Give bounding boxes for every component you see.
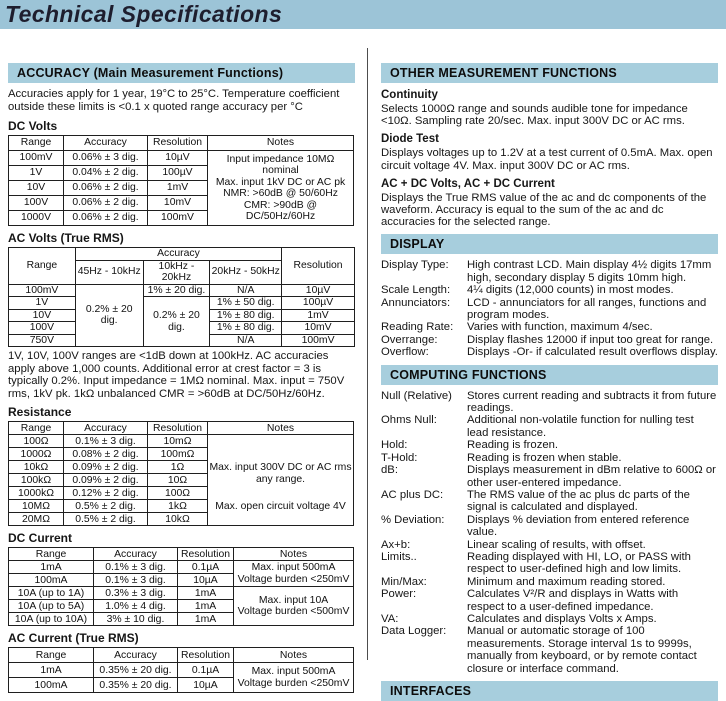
column-header: Accuracy [94, 648, 178, 663]
definition-value: Varies with function, maximum 4/sec. [467, 321, 653, 334]
table-header-row [9, 548, 354, 561]
section-header-display: DISPLAY [381, 234, 718, 254]
page-title: Technical Specifications [5, 1, 283, 27]
table-header-row [9, 248, 355, 261]
section-header-interfaces: INTERFACES [381, 681, 718, 701]
column-header: Resolution [282, 248, 355, 285]
table-cell: 100µV [282, 297, 355, 310]
table-cell: 100mV [148, 211, 208, 226]
column-header: Range [9, 136, 64, 151]
table-cell: 1% ± 20 dig. [143, 284, 210, 297]
table-cell: 0.1% ± 3 dig. [94, 574, 178, 587]
note-line: NMR: >60dB @ 50/60Hz [223, 188, 338, 199]
table-cell: 100mV [9, 284, 76, 297]
definition-label: Min/Max: [381, 575, 427, 588]
column-header: Notes [234, 548, 354, 561]
definition-value: Stores current reading and subtracts it from future readings. [467, 389, 717, 415]
display-definitions [381, 259, 718, 358]
table-cell: 10µV [148, 151, 208, 166]
table-cell: 1Ω [148, 461, 208, 474]
table-cell: 100mA [9, 574, 94, 587]
section-header-computing: COMPUTING FUNCTIONS [381, 365, 718, 385]
column-header: Range [9, 648, 94, 663]
definition-label: T-Hold: [381, 451, 418, 464]
definition-row [381, 588, 718, 613]
table-cell: 0.09% ± 2 dig. [64, 474, 148, 487]
table-cell: 0.2% ± 20 dig. [75, 284, 143, 347]
table-cell: 10Ω [148, 474, 208, 487]
ac-dc-text: Displays the True RMS value of the ac and dc components of the waveform. Accuracy is equal to the sum of the ac and dc accuracies for the selected range. [381, 191, 707, 229]
definition-value: High contrast LCD. Main display 4½ digits 17mm high, secondary display 5 digits 10mm high. [467, 259, 712, 284]
column-header: Accuracy [75, 248, 281, 261]
table-cell: 10mΩ [148, 435, 208, 448]
column-header: Resolution [178, 648, 234, 663]
table-cell: 1mA [9, 663, 94, 678]
definition-value: Minimum and maximum reading stored. [467, 575, 666, 588]
table-cell: 10MΩ [9, 500, 64, 513]
table-cell: 100V [9, 196, 64, 211]
table-cell: 100µV [148, 166, 208, 181]
column-header: Notes [234, 648, 354, 663]
table-cell: 0.5% ± 2 dig. [64, 500, 148, 513]
table-cell: 1.0% ± 4 dig. [94, 600, 178, 613]
definition-value: Reading displayed with HI, LO, or PASS with respect to user-defined high and low limits. [467, 550, 691, 576]
table-cell: 100mA [9, 678, 94, 693]
table-cell: 100mV [9, 151, 64, 166]
ac-current-table [8, 647, 354, 693]
table-cell: N/A [210, 334, 282, 347]
definition-value: Manual or automatic storage of 100 measurements. Storage interval 1s to 9999s, manually from keyboard, or by remote contact closure or interface command. [467, 625, 697, 675]
definition-value: Displays -Or- if calculated result overflows display. [467, 346, 718, 359]
column-subheader: 20kHz - 50kHz [210, 260, 282, 284]
column-header: Resolution [148, 422, 208, 435]
definition-label: Display Type: [381, 259, 449, 272]
table-cell: 10mV [148, 196, 208, 211]
section-header-accuracy: ACCURACY (Main Measurement Functions) [8, 63, 355, 83]
note-line: Max. input 10A [258, 594, 329, 606]
table-cell: 0.1µA [178, 561, 234, 574]
definition-row [381, 551, 718, 576]
column-header: Range [9, 422, 64, 435]
definition-value: Displays % deviation from entered reference value. [467, 513, 690, 539]
table-cell: 1mV [282, 309, 355, 322]
definition-label: Limits.. [381, 550, 417, 563]
table-cell: 0.2% ± 20 dig. [143, 297, 210, 347]
table-cell: 0.06% ± 2 dig. [64, 181, 148, 196]
definition-row [381, 346, 718, 358]
definition-value: Displays measurement in dBm relative to 600Ω or other user-entered impedance. [467, 464, 716, 489]
table-row [9, 435, 354, 448]
definition-label: Reading Rate: [381, 321, 454, 334]
table-cell: 0.35% ± 20 dig. [94, 678, 178, 693]
table-cell: 10µA [178, 574, 234, 587]
table-cell: 0.06% ± 3 dig. [64, 151, 148, 166]
definition-value: 4¼ digits (12,000 counts) in most modes. [467, 284, 674, 297]
column-header: Notes [208, 422, 354, 435]
definition-label: Ax+b: [381, 538, 411, 551]
table-cell: 100mΩ [148, 448, 208, 461]
definition-row [381, 464, 718, 489]
table-header-row [9, 136, 354, 151]
right-column [381, 63, 718, 701]
ac-volts-footnote: 1V, 10V, 100V ranges are <1dB down at 100kHz. AC accuracies apply above 1,000 counts. Additional error at crest factor = 3 is typically 0.2%. Input impedance = 1MΩ nominal. Max. input = 750V rms, 1kV pk. 1kΩ unbalanced CMR = >60dB at DC/50Hz/60Hz. [8, 350, 345, 400]
definition-label: dB: [381, 464, 398, 477]
table-cell: 10mV [282, 322, 355, 335]
table-cell: 10V [9, 181, 64, 196]
definition-row [381, 259, 718, 284]
definition-label: Overflow: [381, 346, 429, 359]
table-cell: 750V [9, 334, 76, 347]
definition-label: Overrange: [381, 333, 438, 346]
table-cell: 1V [9, 297, 76, 310]
diode-test-text: Displays voltages up to 1.2V at a test current of 0.5mA. Max. open circuit voltage 4V. Max. input 300V DC or AC rms. [381, 147, 713, 172]
table-cell: 1V [9, 166, 64, 181]
table-cell: 1000Ω [9, 448, 64, 461]
definition-row [381, 284, 718, 296]
note-line: CMR: >90dB @ DC/50Hz/60Hz [243, 199, 318, 222]
table-cell: 0.06% ± 2 dig. [64, 196, 148, 211]
resistance-heading: Resistance [8, 405, 72, 420]
table-cell: 10µV [282, 284, 355, 297]
definition-row [381, 414, 718, 439]
column-header: Resolution [148, 136, 208, 151]
definition-label: Scale Length: [381, 284, 451, 297]
table-row [9, 284, 355, 297]
dc-current-table [8, 547, 354, 626]
column-divider [367, 48, 368, 660]
table-cell: 10µA [178, 678, 234, 693]
definition-value: Calculates and displays Volts x Amps. [467, 612, 657, 625]
resistance-table [8, 421, 354, 526]
table-header-row [9, 422, 354, 435]
table-cell: 0.35% ± 20 dig. [94, 663, 178, 678]
continuity-text: Selects 1000Ω range and sounds audible tone for impedance <10Ω. Sampling rate 20/sec. Max. input 300V DC or AC rms. [381, 103, 688, 128]
definition-row [381, 390, 718, 415]
table-cell: 0.06% ± 2 dig. [64, 211, 148, 226]
dc-volts-heading: DC Volts [8, 119, 58, 133]
table-cell: 1% ± 80 dig. [210, 309, 282, 322]
table-cell: 1mA [178, 600, 234, 613]
definition-value: The RMS value of the ac plus dc parts of the signal is calculated and displayed. [467, 488, 690, 514]
definition-row [381, 452, 718, 464]
table-cell: 0.1µA [178, 663, 234, 678]
table-cell: 10A (up to 5A) [9, 600, 94, 613]
dc-volts-table [8, 135, 354, 226]
table-cell: 1mV [148, 181, 208, 196]
table-cell: 0.1% ± 3 dig. [64, 435, 148, 448]
table-cell: 1mA [178, 613, 234, 626]
table-header-row [9, 648, 354, 663]
definition-row [381, 489, 718, 514]
column-subheader: 10kHz - 20kHz [143, 260, 210, 284]
table-cell: 1000V [9, 211, 64, 226]
definition-label: AC plus DC: [381, 488, 444, 501]
notes-cell [234, 561, 354, 587]
definition-label: Null (Relative) [381, 389, 452, 402]
table-cell: 0.3% ± 3 dig. [94, 587, 178, 600]
definition-row [381, 321, 718, 333]
table-cell: 10A (up to 1A) [9, 587, 94, 600]
definition-row [381, 334, 718, 346]
definition-value: Calculates V²/R and displays in Watts with respect to a user-defined impedance. [467, 588, 679, 613]
table-row [9, 151, 354, 166]
table-cell: 100Ω [148, 487, 208, 500]
definition-label: Hold: [381, 439, 408, 452]
table-cell: 0.04% ± 2 dig. [64, 166, 148, 181]
note-line: Max. input 500mA [251, 562, 336, 574]
notes-cell [208, 151, 354, 226]
table-cell: N/A [210, 284, 282, 297]
definition-row [381, 514, 718, 539]
definition-value: Linear scaling of results, with offset. [467, 538, 646, 551]
left-column [8, 63, 355, 693]
definition-value: Additional non-volatile function for nulling test lead resistance. [467, 414, 694, 439]
table-cell: 100Ω [9, 435, 64, 448]
definition-label: VA: [381, 612, 399, 625]
table-cell: 1000kΩ [9, 487, 64, 500]
table-cell: 100mV [282, 334, 355, 347]
note-line: Voltage burden <500mV [237, 606, 350, 618]
note-line: Voltage burden <250mV [237, 677, 350, 689]
column-header: Range [9, 248, 76, 285]
notes-cell [208, 435, 354, 526]
table-cell: 0.5% ± 2 dig. [64, 513, 148, 526]
note-line: Max. input 1kV DC or AC pk [215, 176, 346, 188]
definition-value: Reading is frozen. [467, 439, 559, 452]
table-cell: 0.12% ± 2 dig. [64, 487, 148, 500]
column-header: Notes [208, 136, 354, 151]
definition-row [381, 539, 718, 551]
column-header: Resolution [178, 548, 234, 561]
column-header: Accuracy [94, 548, 178, 561]
note-line: Max. open circuit voltage 4V [215, 501, 346, 513]
table-row [9, 297, 355, 310]
notes-cell [234, 663, 354, 693]
definition-value: LCD - annunciators for all ranges, functions and program modes. [467, 296, 707, 322]
definition-row [381, 576, 718, 588]
note-line: Input impedance 10MΩ nominal [226, 153, 335, 176]
column-header: Accuracy [64, 422, 148, 435]
definition-row [381, 439, 718, 451]
continuity-heading: Continuity [381, 89, 438, 101]
table-cell: 1mA [9, 561, 94, 574]
column-header: Accuracy [64, 136, 148, 151]
definition-value: Reading is frozen when stable. [467, 451, 622, 464]
table-cell: 10kΩ [9, 461, 64, 474]
table-cell: 3% ± 10 dig. [94, 613, 178, 626]
computing-definitions [381, 390, 718, 675]
note-line: Max. input 500mA [251, 666, 336, 678]
dc-current-heading: DC Current [8, 531, 73, 546]
table-row [9, 561, 354, 574]
column-header: Range [9, 548, 94, 561]
definition-row [381, 297, 718, 322]
diode-test-heading: Diode Test [381, 133, 439, 146]
table-cell: 10kΩ [148, 513, 208, 526]
ac-volts-heading: AC Volts (True RMS) [8, 231, 124, 245]
definition-row [381, 625, 718, 675]
table-row [9, 663, 354, 678]
table-cell: 100kΩ [9, 474, 64, 487]
table-cell: 1% ± 50 dig. [210, 297, 282, 310]
table-cell: 100V [9, 322, 76, 335]
table-cell: 10V [9, 309, 76, 322]
table-cell: 0.08% ± 2 dig. [64, 448, 148, 461]
definition-value: Display flashes 12000 if input too great for range. [467, 333, 714, 346]
section-header-other-functions: OTHER MEASUREMENT FUNCTIONS [381, 63, 718, 83]
notes-cell [234, 587, 354, 626]
ac-current-heading: AC Current (True RMS) [8, 631, 139, 646]
accuracy-intro-text: Accuracies apply for 1 year, 19°C to 25°C. Temperature coefficient outside these limits is <0.1 x quoted range accuracy per °C [8, 88, 340, 113]
table-cell: 1mA [178, 587, 234, 600]
table-cell: 20MΩ [9, 513, 64, 526]
note-line: Voltage burden <250mV [237, 573, 350, 585]
column-subheader: 45Hz - 10kHz [75, 260, 143, 284]
ac-dc-heading: AC + DC Volts, AC + DC Current [381, 177, 555, 190]
page-title-bar [0, 0, 726, 29]
definition-label: Ohms Null: [381, 414, 437, 427]
definition-row [381, 613, 718, 625]
table-cell: 1kΩ [148, 500, 208, 513]
definition-label: % Deviation: [381, 513, 445, 526]
ac-volts-table [8, 247, 355, 347]
table-cell: 1% ± 80 dig. [210, 322, 282, 335]
table-cell: 0.09% ± 2 dig. [64, 461, 148, 474]
table-cell: 10A (up to 10A) [9, 613, 94, 626]
table-cell: 0.1% ± 3 dig. [94, 561, 178, 574]
definition-label: Data Logger: [381, 625, 447, 638]
definition-label: Power: [381, 588, 417, 601]
note-line: Max. input 300V DC or AC rms any range. [209, 462, 352, 485]
table-row [9, 587, 354, 600]
definition-label: Annunciators: [381, 296, 451, 309]
